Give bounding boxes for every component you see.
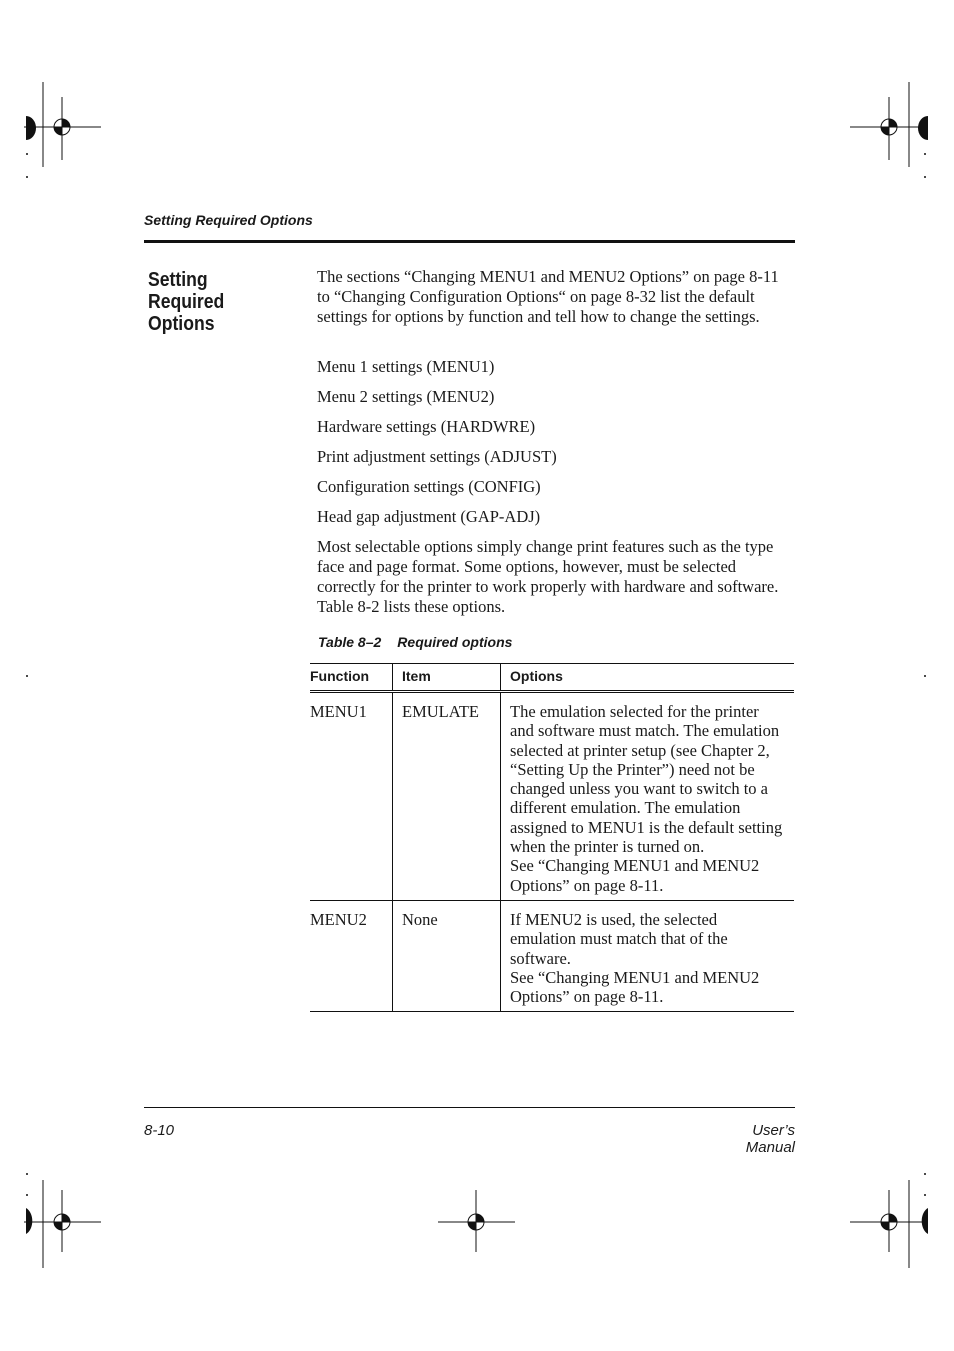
table-header-row — [310, 664, 794, 692]
running-head: Setting Required Options — [144, 212, 313, 228]
menu-list-item: Menu 2 settings (MENU2) — [317, 387, 495, 406]
table-caption-title: Required options — [397, 634, 513, 650]
page-number: 8-10 — [144, 1122, 175, 1139]
cell-options — [501, 692, 795, 901]
options-text: The emulation selected for the printer and software must match. The emulation selected at printer setup (see Chapter 2, “Setting Up the Printer”) need not be changed unless you want to switch to a different emulation. The emulation assigned to MENU1 is the default setting when the printer is turned on. — [510, 702, 783, 857]
options-see-reference: See “Changing MENU1 and MENU2 Options” on page 8-11. — [510, 967, 760, 1007]
cell-function: MENU2 — [310, 900, 393, 1011]
section-heading — [148, 269, 280, 335]
table-row — [310, 692, 794, 901]
cell-function: MENU1 — [310, 692, 393, 901]
options-see-reference: See “Changing MENU1 and MENU2 Options” on page 8-11. — [510, 856, 760, 895]
column-header-item: Item — [393, 664, 501, 692]
closing-paragraph: Most selectable options simply change print features such as the type face and page format. Some options, however, must be selected correctly for the printer to work properly with hardware and software. Table 8-2 lists these options. — [317, 537, 779, 616]
menu-list-item: Menu 1 settings (MENU1) — [317, 357, 495, 376]
column-header-function: Function — [310, 664, 393, 692]
intro-paragraph: The sections “Changing MENU1 and MENU2 Options” on page 8-11 to “Changing Configuration Options“ on page 8-32 list the default settings for options by function and tell how to change the settings. — [317, 267, 779, 326]
required-options-table — [310, 663, 794, 1012]
cell-item: None — [393, 900, 501, 1011]
section-heading-line: Required — [148, 291, 225, 313]
menu-list-item: Head gap adjustment (GAP-ADJ) — [317, 507, 541, 526]
section-heading-line: Setting — [148, 269, 208, 291]
menu-list-item: Configuration settings (CONFIG) — [317, 477, 541, 496]
manual-title: User’s Manual — [745, 1122, 795, 1156]
column-header-options: Options — [501, 664, 795, 692]
table-caption — [318, 634, 512, 650]
cell-item: EMULATE — [393, 692, 501, 901]
section-heading-line: Options — [148, 313, 215, 335]
footer-rule — [144, 1107, 795, 1108]
menu-list-item: Hardware settings (HARDWRE) — [317, 417, 536, 436]
header-rule — [144, 240, 795, 243]
cell-options — [501, 900, 795, 1011]
table-row — [310, 900, 794, 1011]
menu-list-item: Print adjustment settings (ADJUST) — [317, 447, 557, 466]
table-caption-number: Table 8–2 — [318, 634, 382, 650]
options-text: If MENU2 is used, the selected emulation must match that of the software. — [510, 909, 728, 968]
